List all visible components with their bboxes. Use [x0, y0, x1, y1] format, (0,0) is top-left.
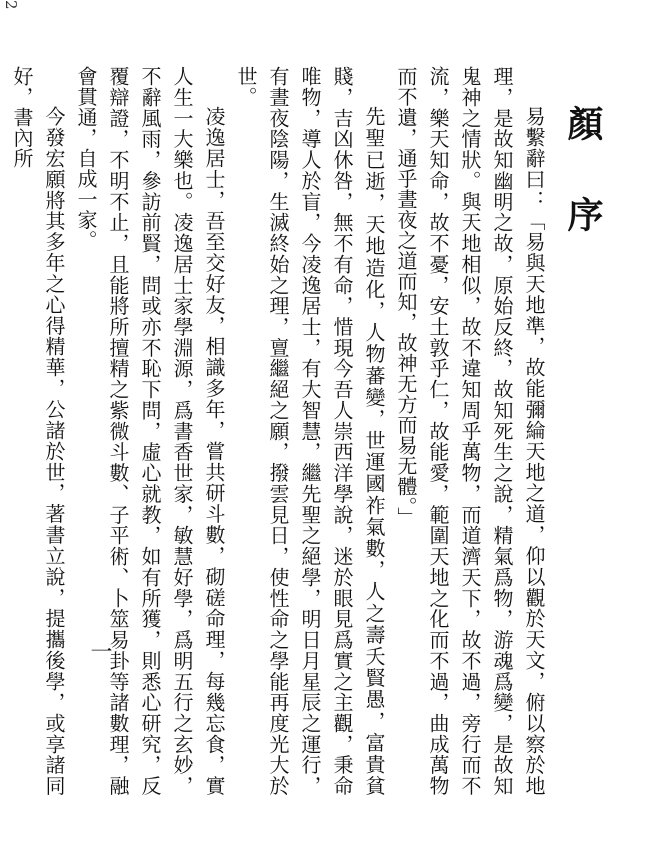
paragraph-2: 先聖已逝，天地造化，人物蕃變，世運國祚氣數，人之壽夭賢愚，富貴貧賤，吉凶休咎，無不有命，惜現今吾人崇西洋學說，迷於眼見爲實之主觀，秉命唯物，導人於盲，今凌逸居士，有大智慧，繼先聖之絕學，明日月星辰之運行，有晝夜陰陽，生滅終始之理，亶繼絕之願，撥雲見日，使性命之學能再度光大於世。	[234, 66, 386, 796]
corner-page-mark: 2	[2, 0, 20, 10]
paragraph-3: 凌逸居士，吾至交好友，相識多年，嘗共研斗數，砌磋命理，每幾忘食，實人生一大樂也。凌逸居士家學淵源，爲書香世家，敏慧好學，爲明五行之玄妙，不辭風雨，參訪前賢，問或亦不恥下問，虛心就教，如有所獲，則悉心研究，反覆辯證，不明不止，且能將所擅精之紫微斗數、子平術、卜筮易卦等諸數理，融會貫通，自成一家。	[74, 66, 226, 796]
page-title: 顏序	[562, 105, 604, 287]
page-number: 一	[87, 640, 112, 662]
paragraph-4: 今發宏願將其多年之心得精華，公諸於世，著書立說，提攜後學，或享諸同好，書內所	[10, 66, 66, 796]
preface-body	[6, 66, 550, 796]
paragraph-1: 易繫辭曰：「易與天地準，故能彌綸天地之道，仰以觀於天文，俯以察於地理，是故知幽明之故，原始反終，故知死生之說，精氣爲物，游魂爲變，是故知鬼神之情狀。與天地相似，故不違知周乎萬物，而道濟天下，故不過，旁行而不流，樂天知命，故不憂，安土敦乎仁，故能愛，範圍天地之化而不過，曲成萬物而不遺，通乎晝夜之道而知，故神无方而易无體。」	[394, 66, 546, 796]
